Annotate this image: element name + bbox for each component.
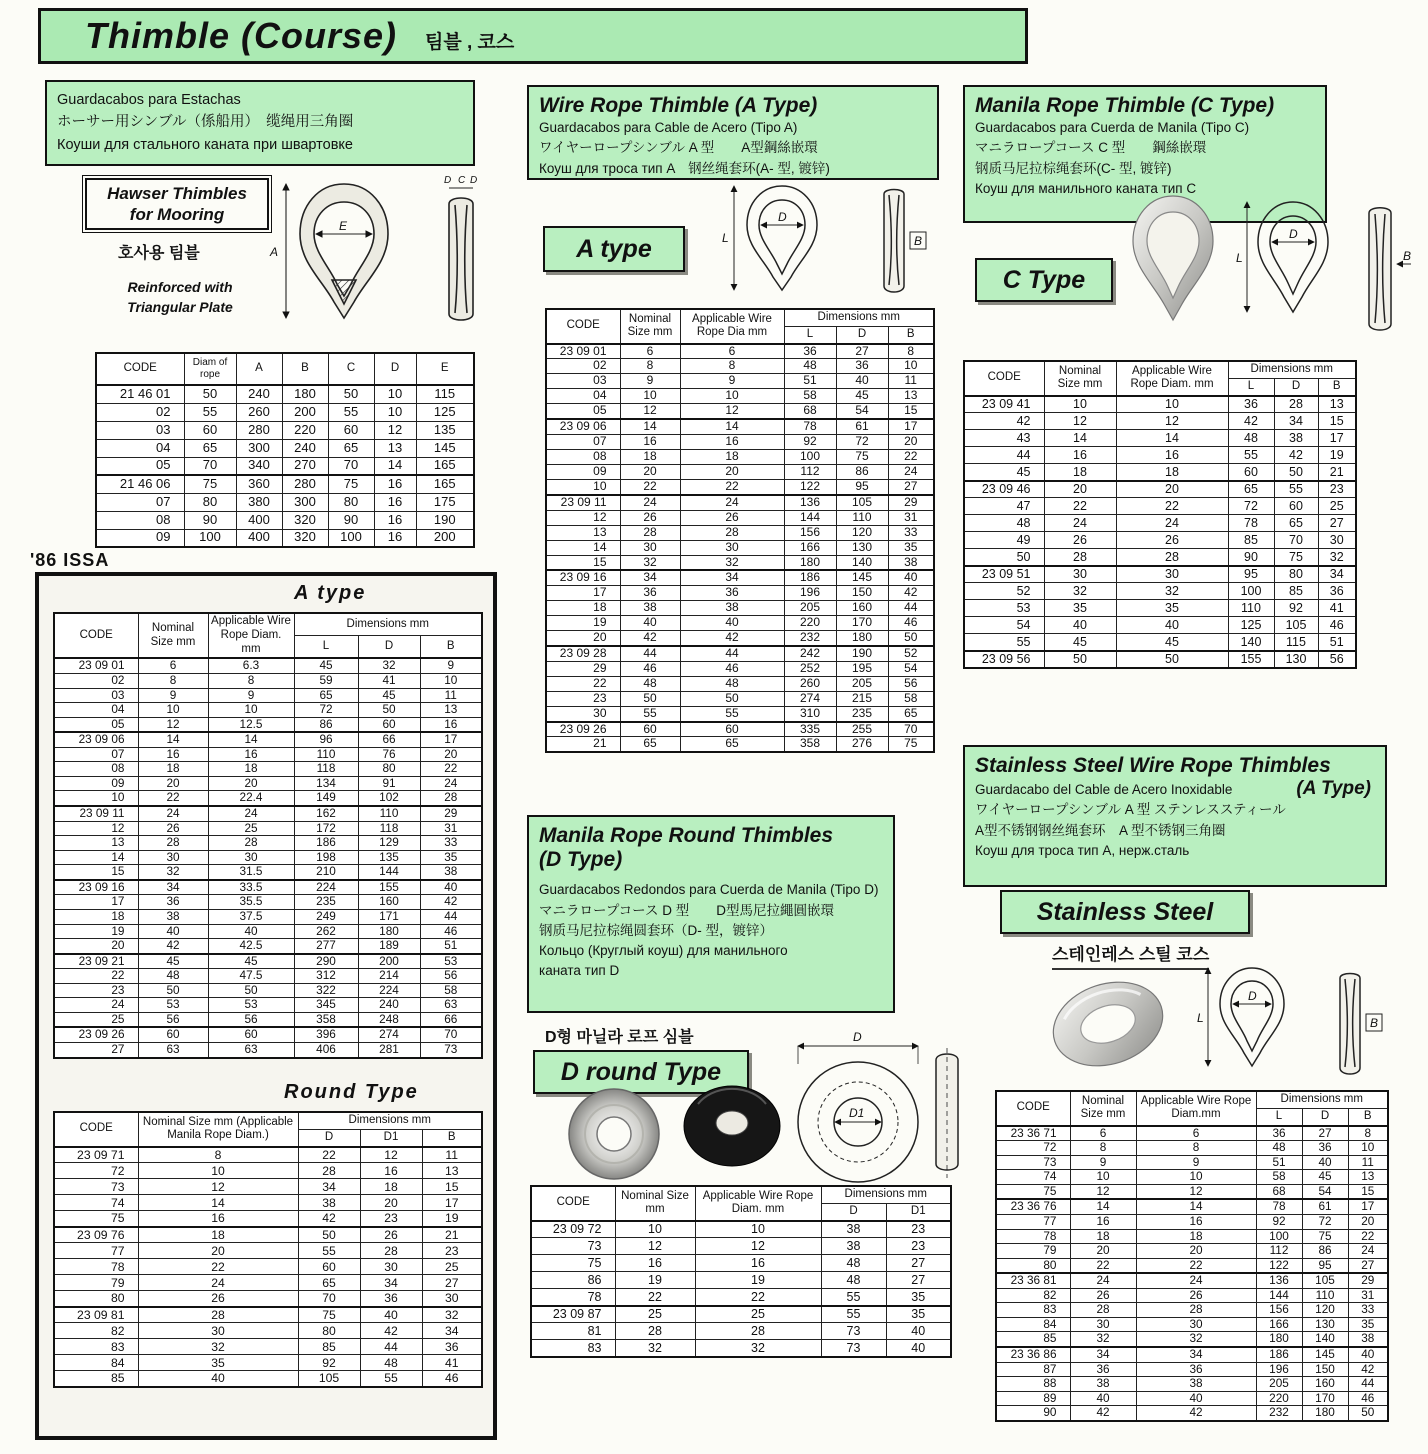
- column-header: L: [294, 636, 358, 659]
- table-row: 23 09 81 28 75 40 32: [54, 1307, 482, 1323]
- table-row: 23 09 87 25 25 55 35: [531, 1306, 951, 1323]
- table-row: 21 65 65 358 276 75: [546, 737, 934, 752]
- table-row: 07 16 16 110 76 20: [54, 747, 482, 762]
- table-row: 79 20 20 112 86 24: [996, 1244, 1388, 1259]
- dim-label-L: L: [1236, 251, 1243, 265]
- wire-a-line-russian: Коуш для троса тип A 钢丝绳套环(A- 型, 镀锌): [539, 160, 830, 176]
- column-header: Nominal Size mm: [620, 309, 680, 344]
- hawser-label-box: [85, 178, 269, 230]
- table-row: 72 10 28 16 13: [54, 1163, 482, 1179]
- wire-a-line-spanish: Guardacabos para Cable de Acero (Tipo A): [539, 120, 798, 136]
- table-row: 23 09 72 10 10 38 23: [531, 1221, 951, 1238]
- page-title: Thimble (Course): [85, 15, 398, 56]
- table-row: 73 12 12 38 23: [531, 1238, 951, 1255]
- column-header: D: [374, 353, 416, 385]
- column-header: D1: [360, 1129, 422, 1146]
- stainless-table: [995, 1090, 1389, 1422]
- column-header: L: [784, 326, 836, 343]
- page-title-bar: [38, 8, 1028, 64]
- column-header: B: [1318, 378, 1356, 395]
- table-row: 48 24 24 78 65 27: [964, 515, 1356, 532]
- column-header: Diam of rope: [184, 353, 236, 385]
- dim-label-B: B: [1370, 1016, 1379, 1030]
- stainless-line-chinese: A型不锈钢钢丝绳套环 A 型不锈钢三角圈: [975, 822, 1226, 838]
- hawser-note-line1: Reinforced with: [127, 279, 233, 295]
- column-header: CODE: [996, 1091, 1070, 1126]
- manila-c-line-russian: Коуш для манильного каната тип C: [975, 180, 1197, 196]
- column-header: Dimensions mm: [784, 309, 934, 326]
- table-row: 78 22 60 30 25: [54, 1259, 482, 1275]
- d-round-type-badge: D round Type: [533, 1050, 749, 1094]
- column-header: A: [236, 353, 282, 385]
- issa-a-type-table: [53, 612, 483, 1059]
- table-row: 05 12 12.5 86 60 16: [54, 717, 482, 732]
- table-row: 23 09 41 10 10 36 28 13: [964, 396, 1356, 413]
- table-row: 23 09 16 34 34 186 145 40: [546, 570, 934, 585]
- table-row: 17 36 35.5 235 160 42: [54, 895, 482, 910]
- intro-line-russian: Коуши для стального каната при швартовке: [57, 136, 353, 153]
- table-row: 15 32 31.5 210 144 38: [54, 865, 482, 880]
- manila-d-line-spanish: Guardacabos Redondos para Cuerda de Manila (Tipo D): [539, 882, 879, 898]
- a-type-badge: A type: [543, 226, 685, 272]
- table-row: 29 46 46 252 195 54: [546, 661, 934, 676]
- table-row: 27 63 63 406 281 73: [54, 1043, 482, 1058]
- table-row: 03 9 9 51 40 11: [546, 374, 934, 389]
- table-row: 24 53 53 345 240 63: [54, 998, 482, 1013]
- hawser-note: [100, 278, 260, 317]
- table-row: 07 16 16 92 72 20: [546, 434, 934, 449]
- column-header: CODE: [964, 361, 1044, 396]
- table-row: 80 26 70 36 30: [54, 1291, 482, 1307]
- hawser-label-line1: Hawser Thimbles: [107, 183, 247, 203]
- column-header: Nominal Size mm (Applicable Manila Rope Diam.): [138, 1112, 298, 1147]
- table-row: 15 32 32 180 140 38: [546, 555, 934, 570]
- table-row: 47 22 22 72 60 25: [964, 498, 1356, 515]
- column-header: Applicable Wire Rope Dia mm: [680, 309, 784, 344]
- table-row: 85 32 32 180 140 38: [996, 1332, 1388, 1347]
- table-row: 23 09 26 60 60 335 255 70: [546, 722, 934, 737]
- column-header: B: [282, 353, 328, 385]
- column-header: D: [836, 326, 888, 343]
- manila-c-title: Manila Rope Thimble (C Type): [975, 94, 1275, 117]
- table-row: 74 14 38 20 17: [54, 1195, 482, 1211]
- column-header: Applicable Wire Rope Diam. mm: [1116, 361, 1228, 396]
- table-row: 21 46 01 50 240 180 50 10 115: [96, 385, 474, 403]
- table-row: 22 48 47.5 312 214 56: [54, 969, 482, 984]
- table-row: 19 40 40 220 170 46: [546, 616, 934, 631]
- table-row: 82 26 26 144 110 31: [996, 1288, 1388, 1303]
- table-row: 23 36 81 24 24 136 105 29: [996, 1273, 1388, 1288]
- manila-d-title-line1: Manila Rope Round Thimbles: [539, 824, 834, 847]
- column-header: Nominal Size mm: [138, 613, 208, 658]
- table-row: 88 38 38 205 160 44: [996, 1377, 1388, 1392]
- issa-label: '86 ISSA: [30, 550, 110, 570]
- wire-a-line-japanese: ワイヤーロープシンブル A 型 A型鋼絲嵌環: [539, 140, 818, 156]
- manila-c-line-spanish: Guardacabos para Cuerda de Manila (Tipo C): [975, 120, 1250, 136]
- table-row: 75 12 12 68 54 15: [996, 1184, 1388, 1199]
- column-header: CODE: [531, 1186, 615, 1221]
- stainless-line-russian: Коуш для троса тип A, нерж.сталь: [975, 842, 1190, 858]
- table-row: 44 16 16 55 42 19: [964, 447, 1356, 464]
- table-row: 04 10 10 58 45 13: [546, 389, 934, 404]
- column-header: Nominal Size mm: [1070, 1091, 1136, 1126]
- column-header: D: [1274, 378, 1318, 395]
- column-header: D: [358, 636, 420, 659]
- table-row: 78 18 18 100 75 22: [996, 1229, 1388, 1244]
- dim-label-D: D: [1289, 227, 1298, 241]
- dim-label-E: E: [339, 219, 348, 233]
- hawser-thimble-diagram: [262, 162, 507, 350]
- column-header: B: [1348, 1108, 1388, 1125]
- hawser-label-line2: for Mooring: [129, 205, 225, 224]
- dim-label-B: B: [914, 234, 923, 248]
- table-row: 84 30 30 166 130 35: [996, 1317, 1388, 1332]
- table-row: 75 16 16 48 27: [531, 1255, 951, 1272]
- table-row: 77 16 16 92 72 20: [996, 1214, 1388, 1229]
- table-row: 12 26 25 172 118 31: [54, 821, 482, 836]
- table-row: 82 30 80 42 34: [54, 1323, 482, 1339]
- page-title-korean: 팀블 , 코스: [425, 31, 515, 53]
- column-header: CODE: [54, 613, 138, 658]
- table-row: 79 24 65 34 27: [54, 1275, 482, 1291]
- table-row: 77 20 55 28 23: [54, 1243, 482, 1259]
- table-row: 05 12 12 68 54 15: [546, 404, 934, 419]
- manila-c-line-chinese: 钢质马尼拉棕绳套环(C- 型, 镀锌): [975, 160, 1172, 176]
- table-row: 22 48 48 260 205 56: [546, 676, 934, 691]
- c-type-thimble-photo: [1133, 196, 1213, 320]
- table-row: 13 28 28 186 129 33: [54, 836, 482, 851]
- stainless-thimble-art: [1038, 960, 1390, 1088]
- stainless-title: Stainless Steel Wire Rope Thimbles: [975, 754, 1331, 777]
- table-row: 23 09 26 60 60 396 274 70: [54, 1027, 482, 1042]
- stainless-line-japanese: ワイヤーロープシンブル A 型 ステンレススティール: [975, 802, 1286, 818]
- table-row: 23 09 76 18 50 26 21: [54, 1227, 482, 1243]
- table-row: 80 22 22 122 95 27: [996, 1258, 1388, 1273]
- table-row: 20 42 42.5 277 189 51: [54, 939, 482, 954]
- table-row: 07 80 380 300 80 16 175: [96, 493, 474, 511]
- column-header: B: [888, 326, 934, 343]
- dim-label-D-left: D: [444, 175, 452, 186]
- column-header: Applicable Wire Rope Diam. mm: [208, 613, 294, 658]
- table-row: 18 38 37.5 249 171 44: [54, 909, 482, 924]
- d-round-photo-black: [684, 1086, 780, 1166]
- column-header: Applicable Wire Rope Diam. mm: [695, 1186, 821, 1221]
- d-round-thimble-photos: [552, 1080, 802, 1185]
- column-header: CODE: [54, 1112, 138, 1147]
- table-row: 55 45 45 140 115 51: [964, 634, 1356, 651]
- table-row: 08 18 18 100 75 22: [546, 449, 934, 464]
- table-row: 23 09 01 6 6.3 45 32 9: [54, 658, 482, 673]
- dim-label-D: D: [1248, 989, 1257, 1003]
- table-row: 10 22 22.4 149 102 28: [54, 791, 482, 806]
- table-row: 14 30 30 166 130 35: [546, 540, 934, 555]
- column-header: L: [1228, 378, 1274, 395]
- table-row: 86 19 19 48 27: [531, 1272, 951, 1289]
- table-row: 78 22 22 55 35: [531, 1289, 951, 1306]
- table-row: 08 18 18 118 80 22: [54, 762, 482, 777]
- table-row: 52 32 32 100 85 36: [964, 583, 1356, 600]
- dim-label-B: B: [1403, 249, 1412, 263]
- issa-round-type-table: [53, 1111, 483, 1388]
- table-row: 08 90 400 320 90 16 190: [96, 511, 474, 529]
- wire-rope-a-table: [545, 308, 935, 753]
- intro-line-japanese-chinese: ホーサー用シンブル（係船用） 缆绳用三角圈: [57, 114, 354, 131]
- table-row: 23 50 50 274 215 58: [546, 691, 934, 706]
- c-type-side-view: [1369, 208, 1411, 330]
- table-row: 21 46 06 75 360 280 75 16 165: [96, 475, 474, 493]
- table-row: 23 36 71 6 6 36 27 8: [996, 1126, 1388, 1141]
- stainless-thimble-outline: [1197, 968, 1284, 1066]
- table-row: 30 55 55 310 235 65: [546, 706, 934, 721]
- table-row: 23 36 86 34 34 186 145 40: [996, 1347, 1388, 1362]
- table-row: 53 35 35 110 92 41: [964, 600, 1356, 617]
- hawser-note-line2: Triangular Plate: [127, 298, 233, 315]
- column-header: D: [298, 1129, 360, 1146]
- table-row: 23 09 56 50 50 155 130 56: [964, 651, 1356, 668]
- table-row: 23 09 46 20 20 65 55 23: [964, 481, 1356, 498]
- d-round-table: [530, 1185, 952, 1358]
- table-row: 02 8 8 59 41 10: [54, 673, 482, 688]
- table-row: 25 56 56 358 248 66: [54, 1012, 482, 1027]
- table-row: 42 12 12 42 34 15: [964, 413, 1356, 430]
- manila-c-line-japanese: マニラロープコース C 型 鋼絲嵌環: [975, 140, 1207, 156]
- table-row: 75 16 42 23 19: [54, 1211, 482, 1227]
- column-header: Dimensions mm: [294, 613, 482, 636]
- column-header: E: [416, 353, 474, 385]
- dim-label-C: C: [458, 175, 466, 186]
- manila-d-panel: [527, 815, 895, 1013]
- table-row: 20 42 42 232 180 50: [546, 631, 934, 646]
- table-row: 84 35 92 48 41: [54, 1355, 482, 1371]
- dim-label-D1: D1: [849, 1106, 865, 1120]
- table-row: 05 70 340 270 70 14 165: [96, 457, 474, 475]
- table-row: 03 60 280 220 60 12 135: [96, 421, 474, 439]
- table-row: 87 36 36 196 150 42: [996, 1362, 1388, 1377]
- table-row: 74 10 10 58 45 13: [996, 1170, 1388, 1185]
- table-row: 43 14 14 48 38 17: [964, 430, 1356, 447]
- stainless-steel-badge: Stainless Steel: [1000, 890, 1250, 934]
- table-row: 10 22 22 122 95 27: [546, 479, 934, 494]
- table-row: 83 32 32 73 40: [531, 1340, 951, 1357]
- table-row: 73 9 9 51 40 11: [996, 1155, 1388, 1170]
- stainless-side-view: [1340, 974, 1382, 1075]
- column-header: Dimensions mm: [1256, 1091, 1388, 1108]
- table-row: 17 36 36 196 150 42: [546, 586, 934, 601]
- table-row: 23 09 28 44 44 242 190 52: [546, 646, 934, 661]
- table-row: 09 100 400 320 100 16 200: [96, 529, 474, 547]
- d-round-photo-metal: [569, 1089, 659, 1179]
- table-row: 04 10 10 72 50 13: [54, 703, 482, 718]
- table-row: 72 8 8 48 36 10: [996, 1141, 1388, 1156]
- dim-label-D: D: [778, 210, 787, 224]
- issa-box: [35, 572, 497, 1440]
- column-header: Nominal Size mm: [1044, 361, 1116, 396]
- manila-d-line-japanese: マニラロープコース D 型 D型馬尼拉繩圓嵌環: [539, 902, 834, 918]
- table-row: 13 28 28 156 120 33: [546, 525, 934, 540]
- table-row: 23 09 06 14 14 96 66 17: [54, 732, 482, 747]
- column-header: D: [1302, 1108, 1348, 1125]
- table-row: 03 9 9 65 45 11: [54, 688, 482, 703]
- table-row: 23 09 11 24 24 162 110 29: [54, 806, 482, 821]
- column-header: Applicable Wire Rope Diam.mm: [1136, 1091, 1256, 1126]
- table-row: 02 8 8 48 36 10: [546, 359, 934, 374]
- c-type-thimble-outline: [1236, 202, 1328, 312]
- issa-round-type-title: Round Type: [284, 1081, 419, 1103]
- table-row: 12 26 26 144 110 31: [546, 510, 934, 525]
- column-header: Dimensions mm: [821, 1186, 951, 1203]
- wire-rope-a-panel: [527, 85, 939, 180]
- column-header: B: [420, 636, 482, 659]
- dim-label-D: D: [853, 1030, 862, 1044]
- dim-label-D-right: D: [470, 175, 478, 186]
- table-row: 18 38 38 205 160 44: [546, 601, 934, 616]
- table-row: 50 28 28 90 75 32: [964, 549, 1356, 566]
- dim-label-A: A: [270, 245, 279, 259]
- table-row: 23 09 16 34 33.5 224 155 40: [54, 880, 482, 895]
- d-type-korean-label: D형 마닐라 로프 심블: [545, 1029, 694, 1046]
- hawser-korean-label: 호사용 팀블: [118, 245, 200, 262]
- table-row: 23 09 06 14 14 78 61 17: [546, 419, 934, 434]
- a-type-thimble-diagram: [700, 178, 950, 308]
- intro-line-spanish: Guardacabos para Estachas: [57, 92, 241, 108]
- table-row: 04 65 300 240 65 13 145: [96, 439, 474, 457]
- column-header: CODE: [546, 309, 620, 344]
- manila-d-line-russian2: каната тип D: [539, 963, 620, 979]
- issa-a-type-title: A type: [294, 582, 367, 604]
- d-round-thimble-diagram: [788, 1030, 963, 1185]
- table-row: 49 26 26 85 70 30: [964, 532, 1356, 549]
- column-header: L: [1256, 1108, 1302, 1125]
- column-header: C: [328, 353, 374, 385]
- hawser-table: [95, 352, 475, 548]
- column-header: Dimensions mm: [298, 1112, 482, 1129]
- column-header: D: [821, 1203, 886, 1220]
- table-row: 85 40 105 55 46: [54, 1371, 482, 1387]
- table-row: 54 40 40 125 105 46: [964, 617, 1356, 634]
- c-type-thimble-art: [1115, 190, 1415, 358]
- table-row: 02 55 260 200 55 10 125: [96, 403, 474, 421]
- dim-label-L: L: [722, 231, 729, 245]
- column-header: CODE: [96, 353, 184, 385]
- table-row: 73 12 34 18 15: [54, 1179, 482, 1195]
- table-row: 23 09 01 6 6 36 27 8: [546, 344, 934, 359]
- manila-d-line-russian1: Кольцо (Круглый коуш) для манильного: [539, 943, 788, 959]
- manila-d-line-chinese: 钢质马尼拉棕绳圆套环（D- 型，镀锌）: [539, 922, 773, 938]
- table-row: 19 40 40 262 180 46: [54, 924, 482, 939]
- column-header: Nominal Size mm: [615, 1186, 695, 1221]
- table-row: 23 09 11 24 24 136 105 29: [546, 495, 934, 510]
- table-row: 14 30 30 198 135 35: [54, 850, 482, 865]
- table-row: 23 09 21 45 45 290 200 53: [54, 954, 482, 969]
- table-row: 83 32 85 44 36: [54, 1339, 482, 1355]
- table-row: 09 20 20 134 91 24: [54, 776, 482, 791]
- table-row: 81 28 28 73 40: [531, 1323, 951, 1340]
- stainless-panel: [963, 745, 1387, 887]
- table-row: 83 28 28 156 120 33: [996, 1303, 1388, 1318]
- column-header: B: [422, 1129, 482, 1146]
- table-row: 23 09 51 30 30 95 80 34: [964, 566, 1356, 583]
- table-row: 45 18 18 60 50 21: [964, 464, 1356, 481]
- stainless-a-type-note: (A Type): [1296, 778, 1371, 800]
- manila-d-title-line2: (D Type): [539, 848, 623, 872]
- table-row: 23 36 76 14 14 78 61 17: [996, 1199, 1388, 1214]
- c-type-table: [963, 360, 1357, 669]
- stainless-line-spanish: Guardacabo del Cable de Acero Inoxidable: [975, 782, 1233, 798]
- dim-label-L: L: [1197, 1011, 1204, 1025]
- wire-rope-a-title: Wire Rope Thimble (A Type): [539, 94, 818, 117]
- column-header: D1: [886, 1203, 951, 1220]
- table-row: 89 40 40 220 170 46: [996, 1391, 1388, 1406]
- stainless-korean-label: 스테인레스 스틸 코스: [1052, 940, 1209, 970]
- table-row: 23 50 50 322 224 58: [54, 983, 482, 998]
- table-row: 90 42 42 232 180 50: [996, 1406, 1388, 1421]
- column-header: Dimensions mm: [1228, 361, 1356, 378]
- c-type-badge: C Type: [975, 258, 1113, 302]
- hawser-intro-panel: [45, 80, 475, 166]
- table-row: 09 20 20 112 86 24: [546, 464, 934, 479]
- table-row: 23 09 71 8 22 12 11: [54, 1147, 482, 1163]
- stainless-thimble-photo: [1042, 969, 1173, 1080]
